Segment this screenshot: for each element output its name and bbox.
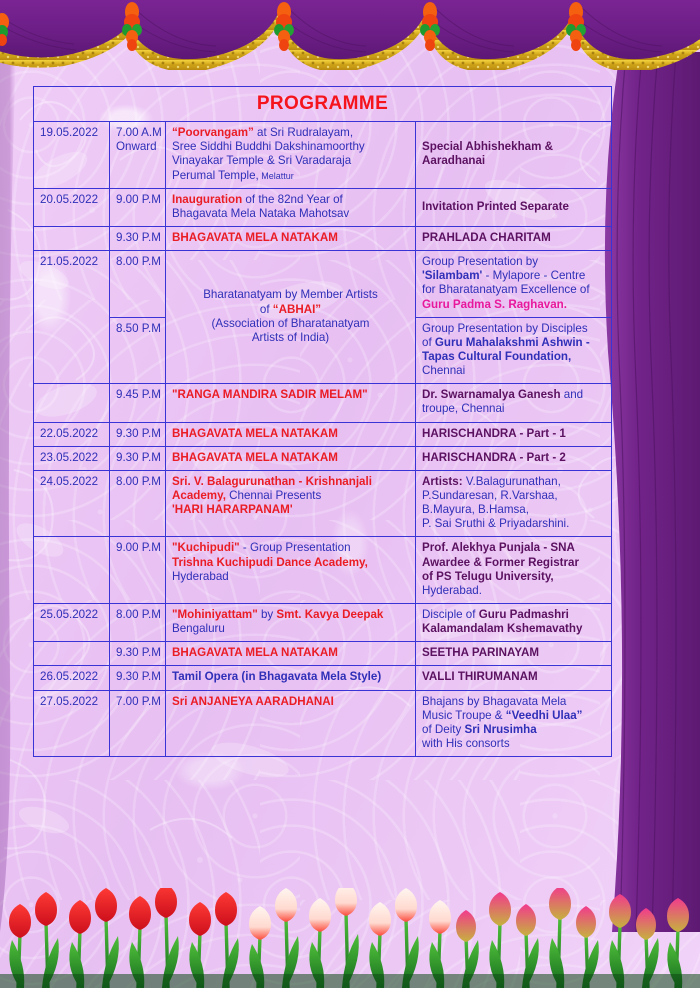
cell-date xyxy=(34,446,110,470)
cell-detail xyxy=(416,122,612,189)
detail-text: V.Balagurunathan, xyxy=(462,474,561,488)
event-text: Sree Siddhi Buddhi Dakshinamoorthy xyxy=(172,140,365,154)
cell-date xyxy=(34,227,110,251)
event-text: Vinayakar Temple & Sri Varadaraja xyxy=(172,154,352,168)
detail-text: of xyxy=(422,335,435,349)
table-title-row xyxy=(34,87,612,122)
cell-detail xyxy=(416,690,612,757)
event-text: - Group Presentation xyxy=(239,541,351,555)
cell-date xyxy=(34,666,110,690)
event-highlight: Academy, xyxy=(172,488,226,502)
detail-text: Chennai xyxy=(422,364,466,378)
cell-date xyxy=(34,642,110,666)
detail-text: Hyderabad. xyxy=(422,583,482,597)
event-highlight: BHAGAVATA MELA NATAKAM xyxy=(172,231,338,245)
time-text: 9.00 P.M xyxy=(116,541,161,555)
event-text: Perumal Temple, xyxy=(172,168,259,182)
time-text: 8.00 P.M xyxy=(116,607,161,621)
detail-text: Special Abhishekham & xyxy=(422,140,554,154)
detail-deity: Sri Nrusimha xyxy=(464,722,537,736)
date-text: 22.05.2022 xyxy=(40,426,99,440)
cell-event xyxy=(166,603,416,641)
time-text: 9.30 P.M xyxy=(116,646,161,660)
table-row xyxy=(34,603,612,641)
detail-text: of Deity xyxy=(422,722,465,736)
cell-detail xyxy=(416,188,612,226)
detail-text: Aaradhanai xyxy=(422,154,486,168)
event-highlight: BHAGAVATA MELA NATAKAM xyxy=(172,450,338,464)
time-text: 9.30 P.M xyxy=(116,231,161,245)
event-location: Hyderabad xyxy=(172,569,229,583)
event-location: Melattur xyxy=(258,170,294,181)
event-artist: Smt. Kavya Deepak xyxy=(276,607,384,621)
time-text: 9.30 P.M xyxy=(116,670,161,684)
event-highlight: Sri ANJANEYA AARADHANAI xyxy=(172,694,334,708)
table-row xyxy=(34,227,612,251)
cell-date xyxy=(34,384,110,422)
detail-guru-name: Guru Padma S. Raghavan. xyxy=(422,297,567,311)
detail-text: Invitation Printed Separate xyxy=(422,199,569,213)
cell-event xyxy=(166,384,416,422)
cell-date xyxy=(34,251,110,384)
event-highlight: “ABHAI” xyxy=(272,302,322,316)
table-row xyxy=(34,122,612,189)
detail-text: for Bharatanatyam Excellence of xyxy=(422,283,590,297)
cell-event xyxy=(166,470,416,537)
detail-text: B.Mayura, B.Hamsa, xyxy=(422,503,529,517)
time-text: 9.00 P.M xyxy=(116,192,161,206)
detail-text: HARISCHANDRA - Part - 2 xyxy=(422,450,566,464)
date-text: 25.05.2022 xyxy=(40,607,99,621)
cell-detail xyxy=(416,666,612,690)
cell-detail xyxy=(416,537,612,604)
detail-text: of PS Telugu University, xyxy=(422,569,554,583)
event-highlight: Inauguration xyxy=(172,192,243,206)
page-title-text: PROGRAMME xyxy=(256,93,389,114)
cell-detail xyxy=(416,446,612,470)
cell-date xyxy=(34,537,110,604)
event-text: by xyxy=(257,607,277,621)
detail-text: HARISCHANDRA - Part - 1 xyxy=(422,426,566,440)
detail-text: Disciple of xyxy=(422,607,479,621)
page-title xyxy=(34,87,612,122)
cell-detail xyxy=(416,384,612,422)
detail-highlight: Guru Padmashri xyxy=(478,607,569,621)
event-text: at Sri Rudralayam, xyxy=(253,126,354,140)
time-text: 7.00 P.M xyxy=(116,694,161,708)
detail-label: Artists: xyxy=(422,474,463,488)
date-text: 27.05.2022 xyxy=(40,694,99,708)
event-highlight: "RANGA MANDIRA SADIR MELAM" xyxy=(172,388,368,402)
cell-time xyxy=(110,666,166,690)
time-text: 8.00 P.M xyxy=(116,255,161,269)
cell-time xyxy=(110,470,166,537)
cell-date xyxy=(34,470,110,537)
detail-text: Prof. Alekhya Punjala - SNA xyxy=(422,541,575,555)
cell-time xyxy=(110,122,166,189)
tulip-flower-border xyxy=(0,888,700,988)
cell-event xyxy=(166,666,416,690)
cell-date xyxy=(34,690,110,757)
event-highlight: "Kuchipudi" xyxy=(172,541,240,555)
table-row xyxy=(34,422,612,446)
event-text: Bhagavata Mela Nataka Mahotsav xyxy=(172,206,350,220)
event-text: Bharatanatyam by Member Artists xyxy=(203,288,378,302)
event-text: of xyxy=(259,302,273,316)
detail-highlight: Tapas Cultural Foundation, xyxy=(422,350,572,363)
table-row xyxy=(34,690,612,757)
cell-time xyxy=(110,251,166,318)
time-text: 9.30 P.M xyxy=(116,426,161,440)
detail-text: Awardee & Former Registrar xyxy=(422,555,580,569)
cell-time xyxy=(110,690,166,757)
cell-date xyxy=(34,122,110,189)
cell-event-merged xyxy=(166,251,416,384)
table-row xyxy=(34,251,612,318)
event-highlight: BHAGAVATA MELA NATAKAM xyxy=(172,426,338,440)
time-text: 9.45 P.M xyxy=(116,388,161,402)
detail-text: PRAHLADA CHARITAM xyxy=(422,231,551,245)
table-row xyxy=(34,642,612,666)
cell-detail xyxy=(416,642,612,666)
cell-time xyxy=(110,537,166,604)
detail-text: P.Sundaresan, R.Varshaa, xyxy=(422,488,558,502)
table-row xyxy=(34,470,612,537)
detail-text: - Mylapore - Centre xyxy=(482,269,586,283)
cell-detail xyxy=(416,317,612,384)
cell-detail xyxy=(416,251,612,318)
date-text: 26.05.2022 xyxy=(40,670,99,684)
table-row xyxy=(34,537,612,604)
cell-event xyxy=(166,537,416,604)
cell-time xyxy=(110,446,166,470)
event-highlight: BHAGAVATA MELA NATAKAM xyxy=(172,646,338,660)
event-highlight: Tamil Opera (in Bhagavata Mela Style) xyxy=(172,670,382,684)
programme-table xyxy=(33,86,612,757)
time-text: 9.30 P.M xyxy=(116,450,161,464)
cell-time xyxy=(110,642,166,666)
cell-time xyxy=(110,422,166,446)
detail-highlight: Dr. Swarnamalya Ganesh xyxy=(422,388,561,402)
detail-highlight: “Veedhi Ulaa” xyxy=(505,708,583,722)
cell-time xyxy=(110,188,166,226)
time-text-2: Onward xyxy=(116,140,157,154)
detail-text: Bhajans by Bhagavata Mela xyxy=(422,694,567,708)
detail-text: VALLI THIRUMANAM xyxy=(422,670,538,684)
cell-event xyxy=(166,227,416,251)
cell-event xyxy=(166,642,416,666)
event-text: of the 82nd Year of xyxy=(242,192,343,206)
cell-event xyxy=(166,188,416,226)
cell-event xyxy=(166,446,416,470)
detail-text: with His consorts xyxy=(422,736,510,750)
detail-text: SEETHA PARINAYAM xyxy=(422,646,540,660)
date-text: 24.05.2022 xyxy=(40,474,99,488)
table-row xyxy=(34,446,612,470)
detail-text: troupe, Chennai xyxy=(422,402,505,416)
event-text: Artists of India) xyxy=(251,330,330,344)
cell-detail xyxy=(416,227,612,251)
time-text: 8.00 P.M xyxy=(116,474,161,488)
date-text: 19.05.2022 xyxy=(40,126,99,140)
detail-text: Group Presentation by Disciples xyxy=(422,321,588,335)
table-row xyxy=(34,666,612,690)
detail-highlight: Kalamandalam Kshemavathy xyxy=(422,622,583,636)
cell-time xyxy=(110,384,166,422)
table-row xyxy=(34,384,612,422)
event-title: 'HARI HARARPANAM' xyxy=(172,503,293,517)
cell-date xyxy=(34,603,110,641)
event-highlight: Sri. V. Balagurunathan - Krishnanjali xyxy=(172,474,372,488)
event-highlight: “Poorvangam” xyxy=(172,126,254,140)
event-highlight: "Mohiniyattam" xyxy=(172,607,258,621)
date-text: 21.05.2022 xyxy=(40,255,99,269)
cell-event xyxy=(166,122,416,189)
date-text: 20.05.2022 xyxy=(40,192,99,206)
time-text: 7.00 A.M xyxy=(116,126,162,140)
detail-text: and xyxy=(560,388,584,402)
table-row xyxy=(34,188,612,226)
event-academy: Trishna Kuchipudi Dance Academy, xyxy=(172,555,368,569)
event-text: (Association of Bharatanatyam xyxy=(211,316,370,330)
event-location: Bengaluru xyxy=(172,622,225,636)
cell-time xyxy=(110,227,166,251)
cell-detail xyxy=(416,422,612,446)
cell-event xyxy=(166,690,416,757)
cell-date xyxy=(34,422,110,446)
detail-text: Music Troupe & xyxy=(422,708,506,722)
detail-text: Group Presentation by xyxy=(422,255,539,269)
cell-detail xyxy=(416,470,612,537)
cell-time xyxy=(110,317,166,384)
date-text: 23.05.2022 xyxy=(40,450,99,464)
event-text: Chennai Presents xyxy=(225,488,322,502)
curtain-swag-decoration xyxy=(0,0,700,70)
cell-detail xyxy=(416,603,612,641)
detail-highlight: Guru Mahalakshmi Ashwin - xyxy=(434,335,590,349)
cell-time xyxy=(110,603,166,641)
time-text: 8.50 P.M xyxy=(116,321,161,335)
detail-highlight: 'Silambam' xyxy=(422,269,483,283)
detail-text: P. Sai Sruthi & Priyadarshini. xyxy=(422,517,570,531)
cell-date xyxy=(34,188,110,226)
cell-event xyxy=(166,422,416,446)
